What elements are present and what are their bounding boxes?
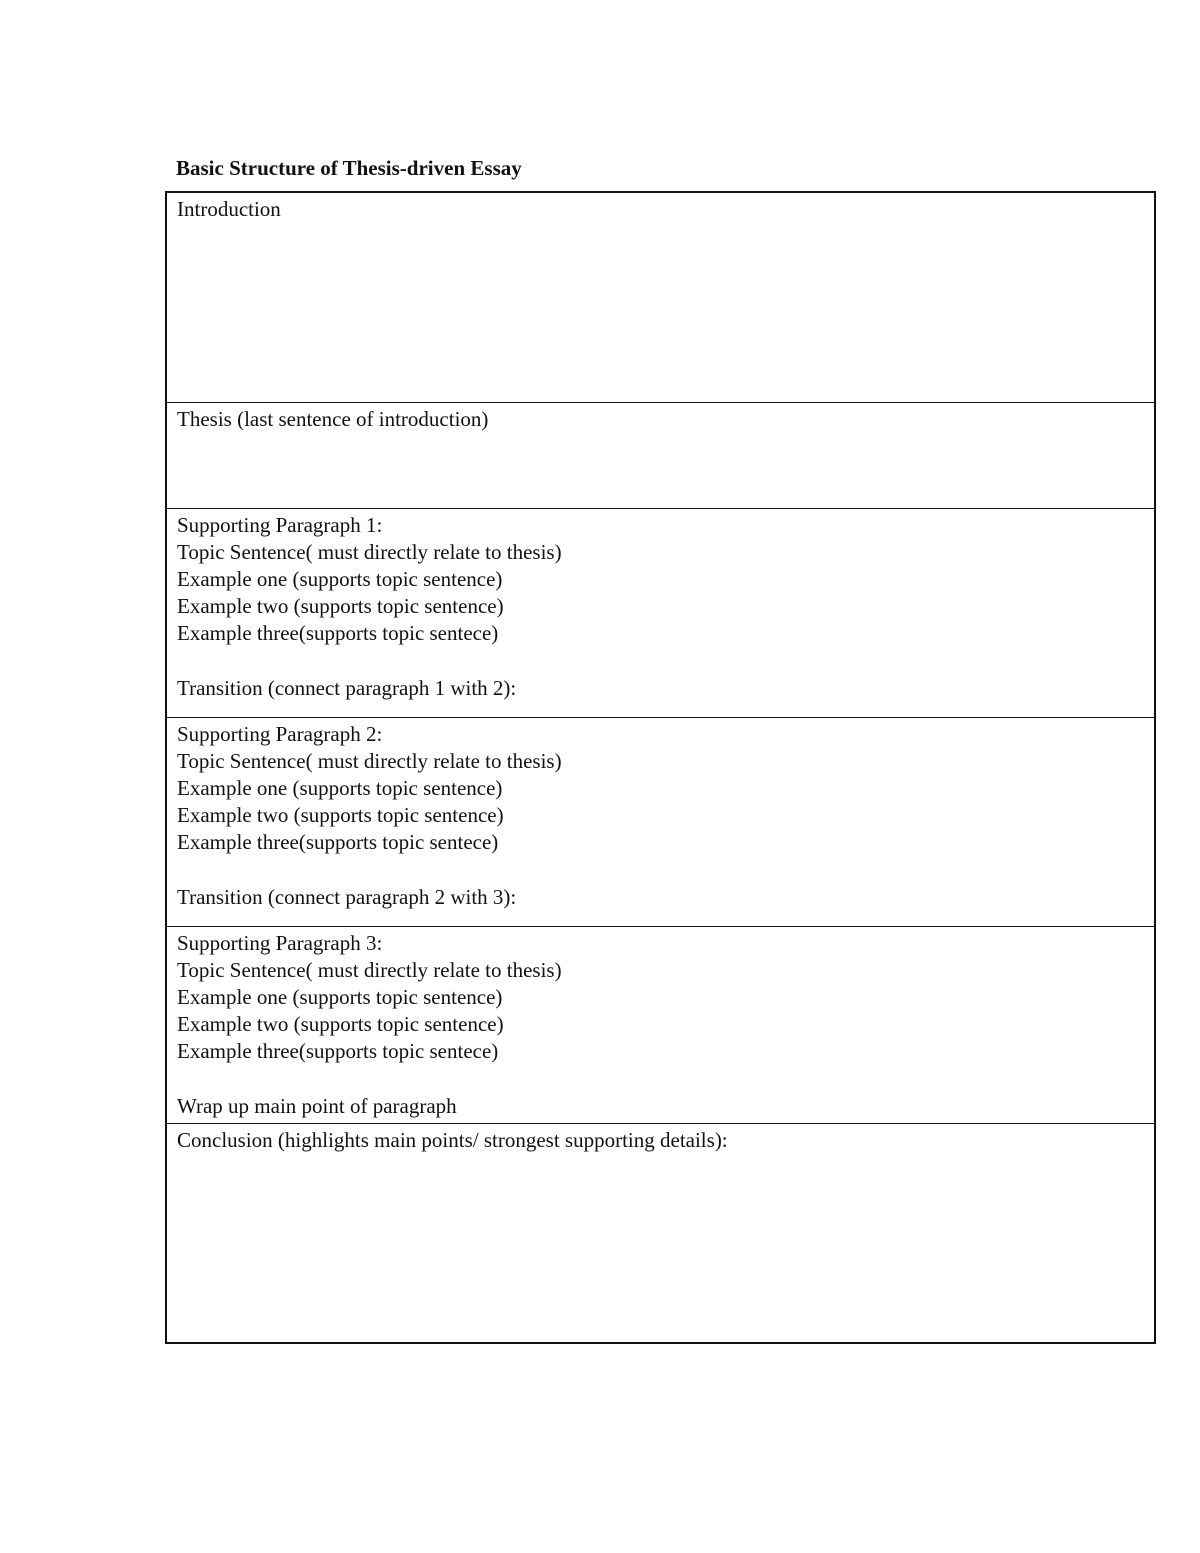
paragraph-3-heading: Supporting Paragraph 3: (177, 930, 383, 955)
paragraph-2-example-three: Example three(supports topic sentece) (177, 830, 499, 855)
cell-conclusion[interactable] (166, 1123, 1155, 1343)
paragraph-2-example-two: Example two (supports topic sentence) (177, 803, 504, 828)
table-row-thesis (166, 402, 1155, 508)
cell-thesis[interactable] (166, 402, 1155, 508)
paragraph-2-topic-sentence: Topic Sentence( must directly relate to thesis) (177, 748, 562, 773)
table-row-paragraph-3 (166, 926, 1155, 1123)
spacer (177, 648, 1144, 675)
essay-outline-table (165, 191, 1156, 1344)
paragraph-2-heading: Supporting Paragraph 2: (177, 721, 383, 746)
table-row-paragraph-1 (166, 508, 1155, 717)
paragraph-3-example-one: Example one (supports topic sentence) (177, 984, 503, 1009)
paragraph-1-transition: Transition (connect paragraph 1 with 2): (177, 675, 517, 700)
paragraph-3-example-three: Example three(supports topic sentece) (177, 1039, 499, 1064)
paragraph-1-topic-sentence: Topic Sentence( must directly relate to thesis) (177, 539, 562, 564)
spacer (177, 1066, 1144, 1093)
paragraph-3-example-two: Example two (supports topic sentence) (177, 1012, 504, 1037)
introduction-label: Introduction (177, 197, 281, 221)
paragraph-1-example-two: Example two (supports topic sentence) (177, 594, 504, 619)
conclusion-label: Conclusion (highlights main points/ strongest supporting details): (177, 1127, 728, 1152)
paragraph-3-topic-sentence: Topic Sentence( must directly relate to thesis) (177, 957, 562, 982)
paragraph-2-example-one: Example one (supports topic sentence) (177, 775, 503, 800)
cell-paragraph-3[interactable] (166, 926, 1155, 1123)
paragraph-2-transition: Transition (connect paragraph 2 with 3): (177, 884, 517, 909)
thesis-label: Thesis (last sentence of introduction) (177, 406, 489, 431)
table-row-introduction (166, 192, 1155, 402)
document-title: Basic Structure of Thesis-driven Essay (176, 156, 522, 180)
paragraph-1-example-three: Example three(supports topic sentece) (177, 621, 499, 646)
table-row-conclusion (166, 1123, 1155, 1343)
cell-paragraph-2[interactable] (166, 717, 1155, 926)
paragraph-3-wrap-up: Wrap up main point of paragraph (177, 1093, 457, 1118)
spacer (177, 857, 1144, 884)
cell-paragraph-1[interactable] (166, 508, 1155, 717)
cell-introduction[interactable] (166, 192, 1155, 402)
paragraph-1-heading: Supporting Paragraph 1: (177, 512, 383, 537)
paragraph-1-example-one: Example one (supports topic sentence) (177, 566, 503, 591)
table-row-paragraph-2 (166, 717, 1155, 926)
